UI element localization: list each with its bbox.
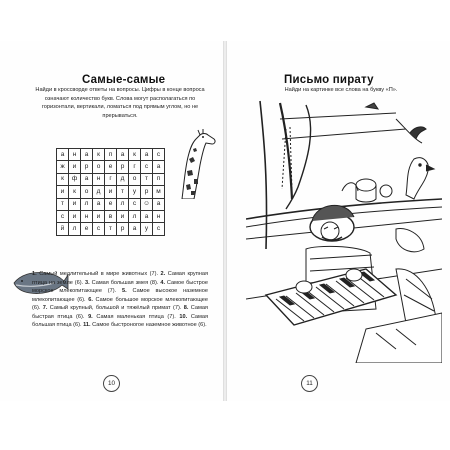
crossword-cell: а — [153, 198, 165, 210]
right-page-title: Письмо пирату — [284, 74, 374, 86]
question-text: Самая маленькая птица (7). — [96, 313, 176, 320]
crossword-row — [57, 173, 165, 185]
crossword-cell: д — [93, 186, 105, 198]
crossword-cell: и — [57, 186, 69, 198]
question-number: 11. — [83, 322, 91, 329]
crossword-cell: ж — [57, 161, 69, 173]
crossword-cell: а — [93, 198, 105, 210]
crossword-cell: и — [69, 198, 81, 210]
crossword-cell: р — [141, 186, 153, 198]
crossword-cell: у — [141, 223, 153, 235]
question-number: 10. — [179, 313, 188, 320]
crossword-row — [57, 161, 165, 173]
right-page-intro: Найди на картинке все слова на букву «П». — [284, 87, 398, 93]
crossword-cell: о — [129, 173, 141, 185]
crossword-cell: р — [117, 223, 129, 235]
crossword-row — [57, 210, 165, 222]
question-text: Самая быстрая птица (6). — [32, 305, 208, 320]
question-number: 8. — [183, 305, 189, 312]
crossword-cell: л — [117, 198, 129, 210]
question-text: Самый крупный, большой и тяжёлый примат (7). — [49, 305, 182, 312]
right-page — [226, 41, 450, 401]
crossword-cell: а — [129, 223, 141, 235]
crossword-cell: л — [129, 210, 141, 222]
crossword-cell: р — [81, 161, 93, 173]
question-text: Самое большое морское млекопитающее (6). — [32, 296, 208, 312]
question-text: Самая большая змея (8). — [91, 279, 159, 286]
crossword-cell: с — [129, 198, 141, 210]
left-page — [0, 41, 224, 401]
crossword-row — [57, 149, 165, 161]
question-text: Самый медлительный в мире животных (7). — [39, 271, 159, 277]
crossword-cell: м — [153, 186, 165, 198]
crossword-cell: й — [57, 223, 69, 235]
question-text: Самое быстрое морское млекопитающее (7). — [32, 279, 209, 295]
crossword-row — [57, 186, 165, 198]
book-gutter — [223, 41, 227, 401]
crossword-cell: а — [141, 210, 153, 222]
question-number: 1. — [32, 271, 37, 277]
question-number: 9. — [88, 313, 93, 320]
crossword-cell: к — [57, 173, 69, 185]
crossword-cell: к — [69, 186, 81, 198]
crossword-cell: т — [141, 173, 153, 185]
question-number: 7. — [42, 305, 48, 312]
crossword-cell: к — [93, 149, 105, 161]
crossword-cell: н — [69, 149, 81, 161]
crossword-cell: ф — [69, 173, 81, 185]
question-text: Самая большая птица (6). — [32, 313, 209, 329]
crossword-cell: л — [69, 223, 81, 235]
crossword-cell: ☺ — [141, 198, 153, 210]
crossword-cell: е — [105, 198, 117, 210]
questions-list — [32, 270, 208, 330]
crossword-cell: а — [57, 149, 69, 161]
crossword-cell: а — [153, 161, 165, 173]
question-number: 2. — [160, 271, 166, 277]
crossword-cell: р — [117, 161, 129, 173]
crossword-cell: с — [153, 149, 165, 161]
crossword-cell: т — [117, 186, 129, 198]
crossword-cell: с — [141, 161, 153, 173]
crossword-grid — [56, 148, 165, 236]
left-page-intro: Найди в кроссворде ответы на вопросы. Цифры в конце вопроса означают количество букв. Слова могут располагаться по горизонтали, вертикали, ломаться под прямым углом, но не прерываться. — [35, 87, 205, 119]
crossword-cell: о — [93, 161, 105, 173]
crossword-cell: е — [81, 223, 93, 235]
crossword-cell: а — [81, 173, 93, 185]
crossword-cell: т — [105, 223, 117, 235]
crossword-cell: в — [105, 210, 117, 222]
question-text: Самое быстроногое наземное животное (6). — [92, 322, 207, 329]
crossword-cell: и — [117, 210, 129, 222]
crossword-cell: г — [129, 161, 141, 173]
crossword-cell: г — [105, 173, 117, 185]
crossword-cell: а — [117, 149, 129, 161]
question-text: Самая крупная птица на земле (6). — [32, 271, 208, 286]
crossword-cell: е — [105, 161, 117, 173]
page-number-right: 11 — [301, 375, 318, 392]
question-text: Самое высокое наземное млекопитающее (6). — [32, 288, 208, 303]
crossword-cell: п — [153, 173, 165, 185]
crossword-cell: и — [69, 210, 81, 222]
crossword-cell: и — [69, 161, 81, 173]
question-number: 4. — [160, 279, 166, 286]
crossword-cell: н — [81, 210, 93, 222]
crossword-cell: л — [81, 198, 93, 210]
left-page-title: Самые-самые — [82, 74, 166, 86]
crossword-cell: с — [153, 223, 165, 235]
crossword-cell: а — [81, 149, 93, 161]
crossword-cell: а — [141, 149, 153, 161]
crossword-row — [57, 198, 165, 210]
crossword-cell: с — [93, 223, 105, 235]
giraffe-illustration — [176, 129, 220, 199]
question-number: 6. — [88, 296, 93, 303]
crossword-cell: н — [93, 173, 105, 185]
question-number: 3. — [85, 279, 90, 286]
crossword-cell: с — [57, 210, 69, 222]
crossword-row — [57, 223, 165, 235]
crossword-cell: о — [81, 186, 93, 198]
crossword-cell: т — [57, 198, 69, 210]
pirate-ship-illustration — [246, 99, 442, 363]
page-number-left: 10 — [103, 375, 120, 392]
crossword-cell: у — [129, 186, 141, 198]
crossword-cell: к — [129, 149, 141, 161]
crossword-cell: п — [105, 149, 117, 161]
crossword-cell: и — [105, 186, 117, 198]
crossword-cell: и — [93, 210, 105, 222]
crossword-cell: н — [153, 210, 165, 222]
question-number: 5. — [121, 288, 127, 295]
crossword-cell: д — [117, 173, 129, 185]
